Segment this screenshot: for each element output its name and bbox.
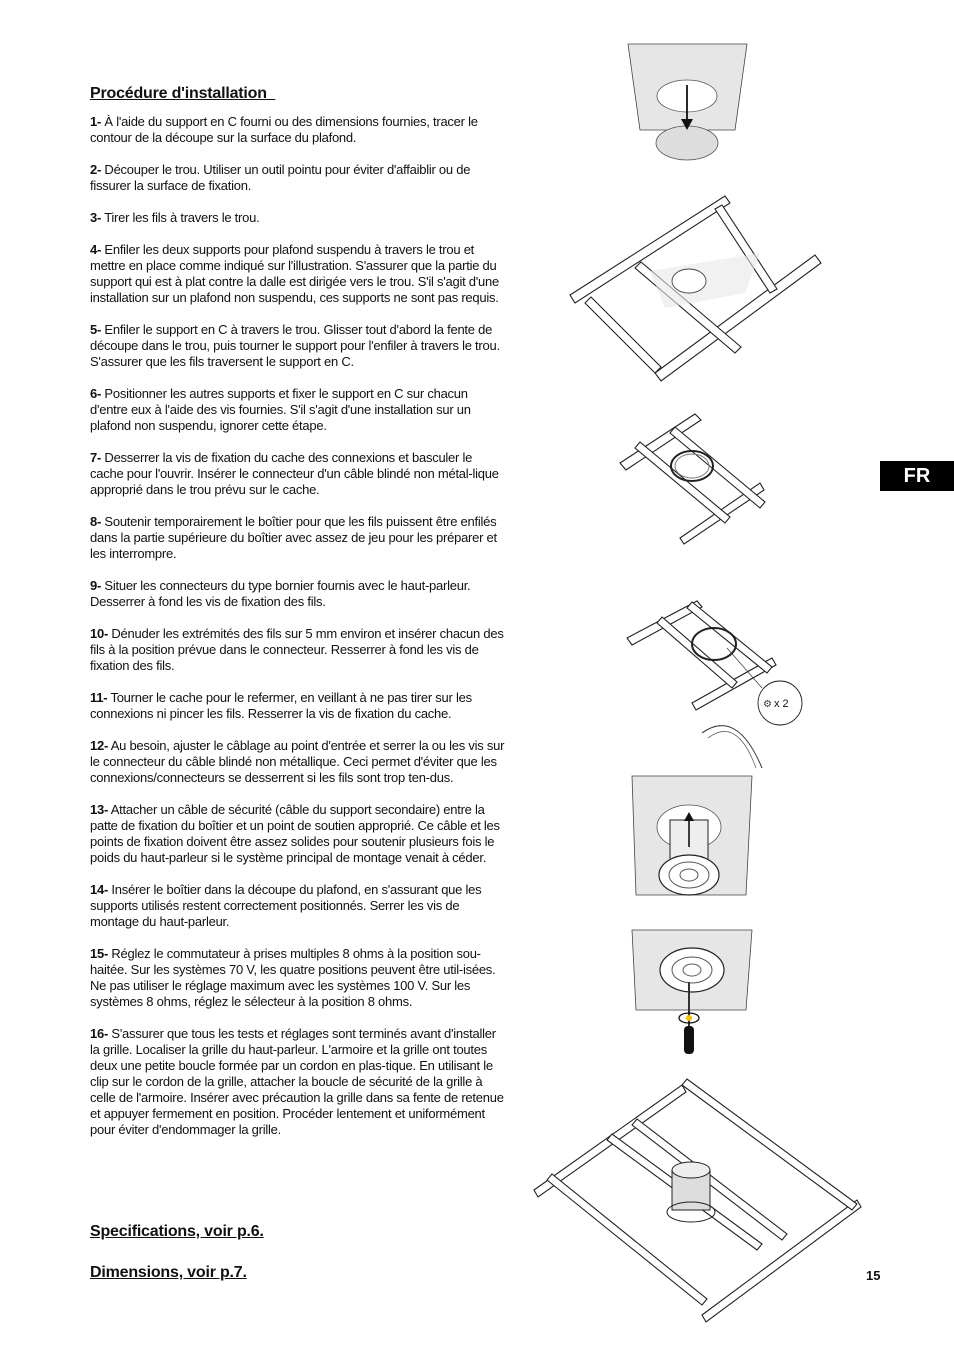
step-item xyxy=(90,690,506,722)
illustration-trace-cutout xyxy=(620,40,760,170)
step-number: 16- xyxy=(90,1026,109,1041)
step-text: Attacher un câble de sécurité (câble du support secondaire) entre la patte de fixation du boîtier et un point de soutien approprié. Ce câble et les points de fixation doivent être assez solides pour soutenir plusieurs fois le poids du haut-parleur si le système principal de montage venait à céder. xyxy=(90,802,500,865)
step-number: 10- xyxy=(90,626,109,641)
step-text: Enfiler les deux supports pour plafond suspendu à travers le trou et mettre en place comme indiqué sur l'illustration. S'assurer que la partie du support qui est à plat contre la dalle est dirigée vers le trou. S'il s'agit d'une installation sur un plafond non suspendu, ces supports ne sont pas requis. xyxy=(90,242,499,305)
step-item xyxy=(90,578,506,610)
step-text: Positionner les autres supports et fixer le support en C sur chacun d'entre eux à l'aide des vis fournies. S'il s'agit d'une installation sur un plafond non suspendu, ignorer cette étape. xyxy=(90,386,471,433)
step-text: Desserrer la vis de fixation du cache des connexions et basculer le cache pour l'ouvrir. Insérer le connecteur d'un câble blindé non métal-lique approprié dans le trou prévu sur le cache. xyxy=(90,450,499,497)
page-title: Procédure d'installation xyxy=(90,85,267,102)
step-text: S'assurer que tous les tests et réglages sont terminés avant d'installer la grille. Localiser la grille du haut-parleur. L'armoire et la grille ont toutes deux une petite boucle formée par un cordon en plas-tique. En utilisant le clip sur le cordon de la grille, attacher la boucle de sécurité de la grille à celle de l'armoire. Insérer avec précaution la grille dans sa fente de retenue et appuyer fermement en position. Procéder lentement et uniformément pour éviter d'endommager la grille. xyxy=(90,1026,504,1137)
step-item xyxy=(90,242,506,306)
illustration-installed-speaker xyxy=(532,1080,862,1320)
step-text: Au besoin, ajuster le câblage au point d'entrée et serrer la ou les vis sur le connecteur du câble blindé non métallique. Ceci permet d'éviter que les connexions/connecteurs se desserrent si les fils sont trop ten-dus. xyxy=(90,738,505,785)
step-item xyxy=(90,1026,506,1138)
step-text: Réglez le commutateur à prises multiples 8 ohms à la position sou-haitée. Sur les systèmes 70 V, les quatre positions peuvent être util-isées. Ne pas utiliser le réglage maximum avec les systèmes 100 V. Sur les systèmes 8 ohms, réglez le sélecteur à la position 8 ohms. xyxy=(90,946,496,1009)
step-text: Découper le trou. Utiliser un outil pointu pour éviter d'affaiblir ou de fissurer la surface de fixation. xyxy=(90,162,471,193)
screw-count-label: x 2 xyxy=(774,698,789,710)
step-number: 5- xyxy=(90,322,102,337)
step-item xyxy=(90,514,506,562)
illustration-ceiling-grid xyxy=(565,193,825,383)
step-number: 14- xyxy=(90,882,109,897)
step-item xyxy=(90,946,506,1010)
step-text: Enfiler le support en C à travers le trou. Glisser tout d'abord la fente de découpe dans le trou, puis tourner le support pour l'enfiler à travers le trou. S'assurer que les fils traversent le support en C. xyxy=(90,322,500,369)
installation-steps-list xyxy=(90,114,506,1154)
step-text: Dénuder les extrémités des fils sur 5 mm environ et insérer chacun des fils à la position prévue dans le connecteur. Resserrer à fond les vis de fixation des fils. xyxy=(90,626,504,673)
page-number: 15 xyxy=(866,1268,881,1283)
step-text: Soutenir temporairement le boîtier pour que les fils puissent être enfilés dans la partie supérieure du boîtier avec assez de jeu pour les préparer et les interrompre. xyxy=(90,514,497,561)
step-text: Tirer les fils à travers le trou. xyxy=(101,210,260,225)
step-number: 8- xyxy=(90,514,102,529)
step-number: 2- xyxy=(90,162,102,177)
step-number: 9- xyxy=(90,578,102,593)
step-text: Situer les connecteurs du type bornier fournis avec le haut-parleur. Desserrer à fond les vis de fixation des fils. xyxy=(90,578,471,609)
step-number: 11- xyxy=(90,690,108,705)
step-item xyxy=(90,882,506,930)
step-item xyxy=(90,450,506,498)
step-text: Insérer le boîtier dans la découpe du plafond, en s'assurant que les supports utilisés restent correctement positionnés. Serrer les vis de montage du haut-parleur. xyxy=(90,882,482,929)
illustration-fix-screws xyxy=(622,598,817,773)
step-item xyxy=(90,738,506,786)
dimensions-link[interactable]: Dimensions, voir p.7. xyxy=(90,1264,247,1281)
step-number: 7- xyxy=(90,450,102,465)
step-item xyxy=(90,626,506,674)
step-text: À l'aide du support en C fourni ou des dimensions fournies, tracer le contour de la découpe sur la surface du plafond. xyxy=(90,114,478,145)
step-text: Tourner le cache pour le refermer, en veillant à ne pas tirer sur les connexions ni pincer les fils. Resserrer la vis de fixation du cache. xyxy=(90,690,472,721)
specifications-link[interactable]: Specifications, voir p.6. xyxy=(90,1223,264,1240)
illustration-tap-selector xyxy=(632,930,757,1058)
step-item xyxy=(90,162,506,194)
step-number: 3- xyxy=(90,210,102,225)
step-number: 6- xyxy=(90,386,102,401)
step-item xyxy=(90,210,506,226)
step-item xyxy=(90,802,506,866)
step-number: 13- xyxy=(90,802,109,817)
step-number: 4- xyxy=(90,242,102,257)
step-item xyxy=(90,386,506,434)
step-number: 15- xyxy=(90,946,109,961)
illustration-c-bracket xyxy=(615,408,765,543)
step-item xyxy=(90,114,506,146)
step-number: 12- xyxy=(90,738,109,753)
step-number: 1- xyxy=(90,114,102,129)
illustration-insert-housing xyxy=(632,775,757,910)
step-item xyxy=(90,322,506,370)
screw-icon: ⚙ xyxy=(763,699,772,710)
language-tab-fr: FR xyxy=(880,461,954,491)
